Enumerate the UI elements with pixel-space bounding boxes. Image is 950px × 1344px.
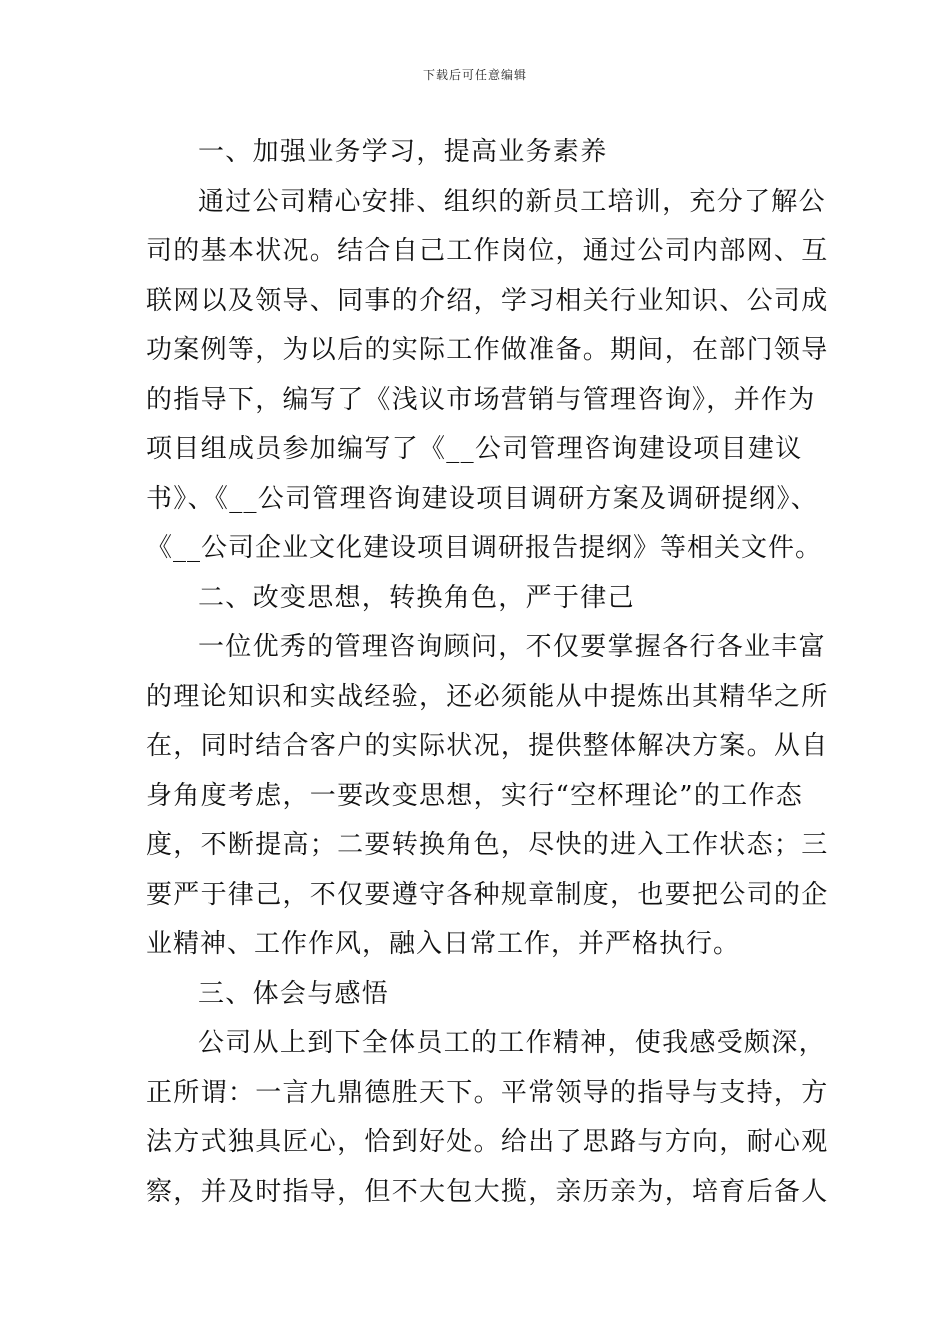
section-heading-1: 一、加强业务学习，提高业务素养 — [198, 137, 608, 167]
section-heading-3: 三、体会与感悟 — [198, 978, 390, 1009]
paragraph-line: 业精神、工作作风，融入日常工作，并严格执行。 — [146, 929, 741, 959]
document-body — [146, 128, 829, 1217]
paragraph-line: 一位优秀的管理咨询顾问，不仅要掌握各行各业丰富 — [198, 632, 826, 662]
paragraph-line: 通过公司精心安排、组织的新员工培训，充分了解公 — [198, 186, 826, 217]
paragraph-line: 司的基本状况。结合自己工作岗位，通过公司内部网、互 — [146, 236, 829, 266]
paragraph-line: 法方式独具匠心，恰到好处。给出了思路与方向，耐心观 — [146, 1127, 829, 1157]
paragraph-line: 的指导下，编写了《浅议市场营销与管理咨询》，并作为 — [146, 384, 816, 415]
paragraph-line: 身角度考虑，一要改变思想，实行“空杯理论”的工作态 — [146, 780, 804, 811]
paragraph-line: 察，并及时指导，但不大包大揽，亲历亲为，培育后备人 — [146, 1176, 829, 1207]
paragraph-line: 公司从上到下全体员工的工作精神，使我感受颇深， — [198, 1028, 826, 1058]
paragraph-line: 项目组成员参加编写了《__公司管理咨询建设项目建议 — [146, 434, 803, 464]
paragraph-line: 要严于律己，不仅要遵守各种规章制度，也要把公司的企 — [146, 879, 829, 910]
section-heading-2: 二、改变思想，转换角色，严于律己 — [198, 582, 635, 613]
paragraph-line: 正所谓：一言九鼎德胜天下。平常领导的指导与支持，方 — [146, 1077, 829, 1108]
paragraph-line: 度，不断提高；二要转换角色，尽快的进入工作状态；三 — [146, 830, 829, 860]
paragraph-line: 联网以及领导、同事的介绍，学习相关行业知识、公司成 — [146, 285, 829, 316]
paragraph-line: 功案例等，为以后的实际工作做准备。期间，在部门领导 — [146, 335, 829, 365]
paragraph-line: 《__公司企业文化建设项目调研报告提纲》等相关文件。 — [146, 533, 823, 563]
paragraph-line: 在，同时结合客户的实际状况，提供整体解决方案。从自 — [146, 731, 829, 761]
paragraph-line: 的理论知识和实战经验，还必须能从中提炼出其精华之所 — [146, 681, 829, 712]
paragraph-line: 书》、《__公司管理咨询建设项目调研方案及调研提纲》、 — [146, 483, 819, 514]
header-note: 下载后可任意编辑 — [422, 68, 527, 82]
